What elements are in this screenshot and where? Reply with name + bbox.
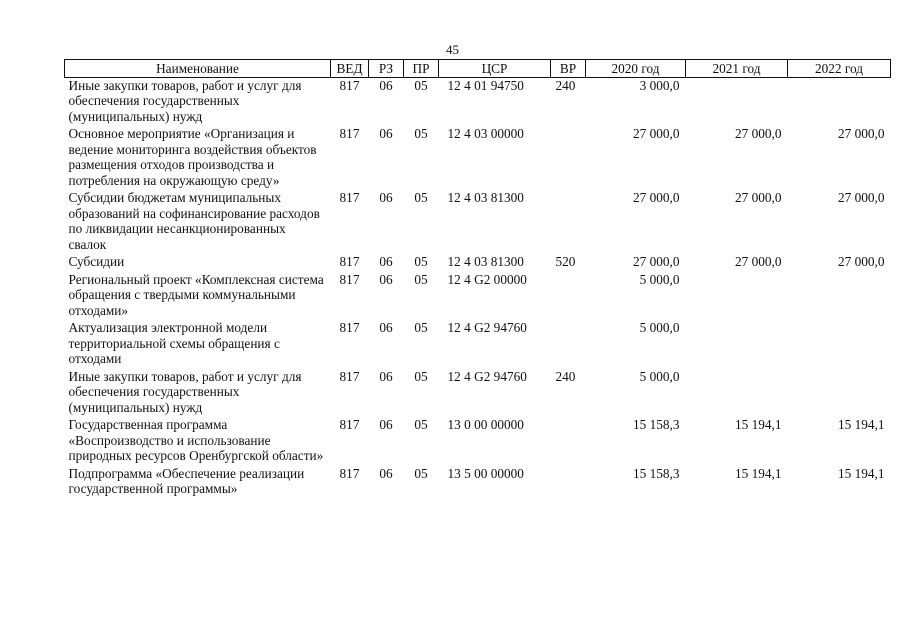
row-pr: 05 xyxy=(414,465,428,481)
header-csr: ЦСР xyxy=(439,60,551,78)
row-ved: 817 xyxy=(339,254,360,269)
row-rz: 06 xyxy=(379,271,393,287)
row-pr: 05 xyxy=(414,126,428,141)
row-2022: 27 000,0 xyxy=(837,254,885,269)
table-row xyxy=(65,320,891,369)
row-ved: 817 xyxy=(339,271,360,287)
row-name: Иные закупки товаров, работ и услуг для обеспечения государственных (муниципальных) нужд xyxy=(68,77,302,124)
row-vr: 520 xyxy=(555,254,576,269)
row-name: Основное мероприятие «Организация и ведение мониторинга воздействия объектов размещения отходов производства и потребления на окружающую среду» xyxy=(68,126,317,188)
header-2021: 2021 год xyxy=(686,60,788,78)
row-ved: 817 xyxy=(339,417,360,432)
row-2022 xyxy=(788,369,891,418)
row-vr xyxy=(551,320,586,369)
row-pr: 05 xyxy=(414,190,428,205)
row-2020: 27 000,0 xyxy=(632,126,680,141)
header-2020: 2020 год xyxy=(586,60,686,78)
row-rz: 06 xyxy=(379,77,393,93)
row-csr: 12 4 G2 94760 xyxy=(447,368,527,384)
row-pr: 05 xyxy=(414,417,428,432)
row-csr: 12 4 03 00000 xyxy=(447,126,524,141)
row-2021 xyxy=(686,369,788,418)
row-2020: 15 158,3 xyxy=(632,417,680,432)
row-rz: 06 xyxy=(379,320,393,335)
row-vr: 240 xyxy=(555,368,576,384)
row-2020: 27 000,0 xyxy=(632,190,680,205)
row-2020: 3 000,0 xyxy=(639,77,680,93)
row-2022 xyxy=(788,272,891,321)
header-pr: ПР xyxy=(404,60,439,78)
row-2020: 27 000,0 xyxy=(632,254,680,269)
row-vr xyxy=(551,126,586,190)
header-vr: ВР xyxy=(551,60,586,78)
row-2021: 27 000,0 xyxy=(734,126,782,141)
row-rz: 06 xyxy=(379,254,393,269)
row-2020: 5 000,0 xyxy=(639,271,680,287)
row-vr xyxy=(551,190,586,254)
row-2021: 27 000,0 xyxy=(734,254,782,269)
row-name: Подпрограмма «Обеспечение реализации государственной программы» xyxy=(68,465,305,496)
row-2020: 5 000,0 xyxy=(639,320,680,335)
row-2022: 15 194,1 xyxy=(837,465,885,481)
row-2020: 5 000,0 xyxy=(639,368,680,384)
row-name: Региональный проект «Комплексная система обращения с твердыми коммунальными отходами» xyxy=(68,271,324,318)
row-2022: 27 000,0 xyxy=(837,190,885,205)
row-pr: 05 xyxy=(414,320,428,335)
row-vr: 240 xyxy=(555,77,576,93)
row-2021 xyxy=(686,77,788,126)
header-2022: 2022 год xyxy=(788,60,891,78)
row-2022 xyxy=(788,77,891,126)
table-row xyxy=(65,254,891,272)
row-csr: 12 4 G2 94760 xyxy=(447,320,527,335)
row-2021 xyxy=(686,272,788,321)
header-ved: ВЕД xyxy=(331,60,369,78)
row-2022: 27 000,0 xyxy=(837,126,885,141)
row-csr: 12 4 03 81300 xyxy=(447,190,524,205)
budget-table xyxy=(64,59,891,499)
row-vr xyxy=(551,417,586,466)
header-rz: РЗ xyxy=(369,60,404,78)
row-vr xyxy=(551,272,586,321)
row-2020: 15 158,3 xyxy=(632,465,680,481)
table-row xyxy=(65,272,891,321)
row-rz: 06 xyxy=(379,465,393,481)
row-name: Субсидии бюджетам муниципальных образований на софинансирование расходов по ликвидации несанкционированных свалок xyxy=(68,190,320,252)
row-csr: 13 0 00 00000 xyxy=(447,417,524,432)
table-row xyxy=(65,466,891,499)
row-pr: 05 xyxy=(414,271,428,287)
row-csr: 12 4 G2 00000 xyxy=(447,271,527,287)
table-row xyxy=(65,369,891,418)
table-row xyxy=(65,417,891,466)
row-2021: 15 194,1 xyxy=(734,465,782,481)
table-row xyxy=(65,190,891,254)
row-name: Государственная программа «Воспроизводство и использование природных ресурсов Оренбургской области» xyxy=(68,417,324,463)
row-rz: 06 xyxy=(379,368,393,384)
row-ved: 817 xyxy=(339,465,360,481)
row-name: Актуализация электронной модели территориальной схемы обращения с отходами xyxy=(68,320,280,366)
row-vr xyxy=(551,466,586,499)
table-row xyxy=(65,77,891,126)
row-ved: 817 xyxy=(339,368,360,384)
row-pr: 05 xyxy=(414,254,428,269)
table-header-row xyxy=(65,60,891,78)
row-ved: 817 xyxy=(339,190,360,205)
row-rz: 06 xyxy=(379,417,393,432)
row-rz: 06 xyxy=(379,190,393,205)
row-name: Субсидии xyxy=(68,254,125,269)
row-csr: 12 4 03 81300 xyxy=(447,254,524,269)
row-2022 xyxy=(788,320,891,369)
row-csr: 13 5 00 00000 xyxy=(447,465,524,481)
row-2022: 15 194,1 xyxy=(837,417,885,432)
row-2021: 15 194,1 xyxy=(734,417,782,432)
header-name: Наименование xyxy=(65,60,331,78)
row-csr: 12 4 01 94750 xyxy=(447,77,524,93)
row-ved: 817 xyxy=(339,320,360,335)
row-pr: 05 xyxy=(414,368,428,384)
row-pr: 05 xyxy=(414,77,428,93)
row-ved: 817 xyxy=(339,77,360,93)
row-2021 xyxy=(686,320,788,369)
row-name: Иные закупки товаров, работ и услуг для обеспечения государственных (муниципальных) нужд xyxy=(68,368,302,415)
row-2021: 27 000,0 xyxy=(734,190,782,205)
table-row xyxy=(65,126,891,190)
page-number: 45 xyxy=(446,42,459,57)
row-ved: 817 xyxy=(339,126,360,141)
row-rz: 06 xyxy=(379,126,393,141)
